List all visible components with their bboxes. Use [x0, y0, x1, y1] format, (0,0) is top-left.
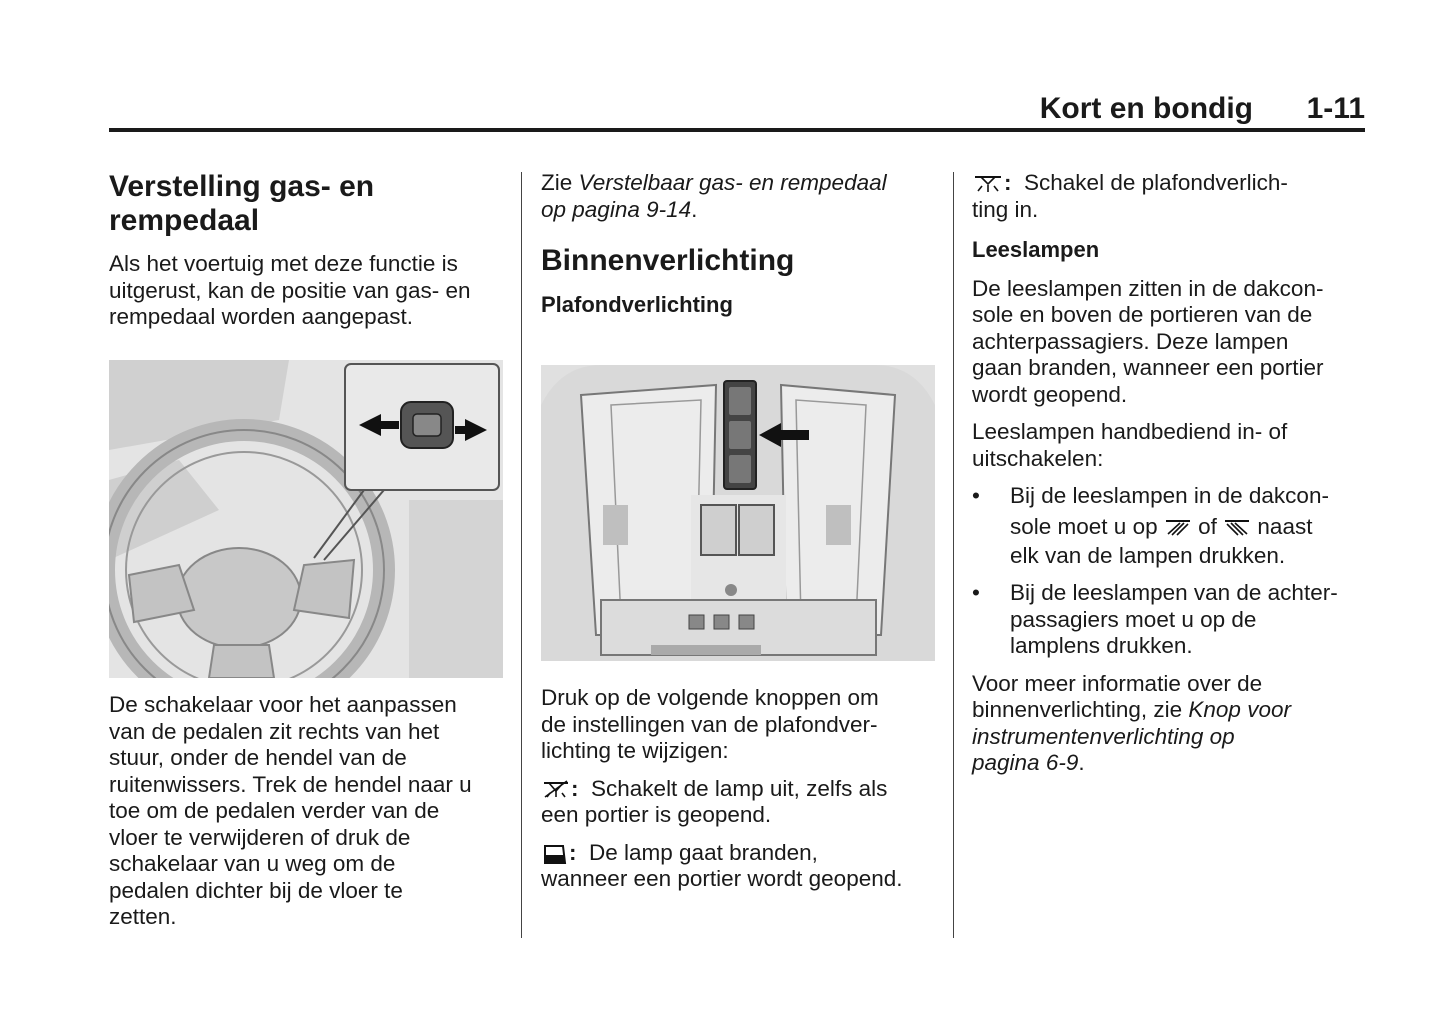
see-reference: Zie Verstelbaar gas- en rempedaal op pagina 9-14. — [541, 170, 887, 222]
more-info-paragraph: Voor meer informatie over de binnenverlichting, zie Knop voor instrumentenverlichting op pagina 6-9. — [972, 670, 1291, 775]
section-title: Kort en bondig — [1039, 92, 1253, 125]
reading-lamp-left-icon — [1164, 518, 1192, 538]
subsection-heading: Leeslampen — [972, 237, 1100, 262]
door-instruction: : De lamp gaat branden, wanneer een portier wordt geopend. — [541, 839, 903, 891]
pedal-paragraph: De schakelaar voor het aanpassen van de pedalen zit rechts van het stuur, onder de hendel van de ruitenwissers. Trek de hendel naar u toe om de pedalen verder van de vloer te verwijderen of druk de schakelaar van u weg om de pedalen dichter bij de vloer te zetten. — [109, 692, 472, 929]
door-icon — [541, 843, 569, 865]
reading-lamp-right-icon — [1223, 518, 1251, 538]
dome-light-off-icon — [541, 779, 571, 801]
column-divider — [953, 172, 954, 938]
manual-switch-paragraph: Leeslampen handbediend in- of uitschakelen: — [972, 419, 1288, 471]
subsection-heading: Plafondverlichting — [541, 292, 733, 317]
intro-paragraph: Als het voertuig met deze functie is uitgerust, kan de positie van gas- en rempedaal worden aangepast. — [109, 251, 471, 329]
section-heading: Verstelling gas- en rempedaal — [109, 170, 375, 237]
section-heading: Binnenverlichting — [541, 244, 795, 277]
list-item: • Bij de leeslampen in de dakcon- sole moet u op of naast elk van de lampen drukken. — [972, 483, 1329, 568]
steering-wheel-illustration — [109, 360, 503, 678]
console-instructions: Druk op de volgende knoppen om de instellingen van de plafondver- lichting te wijzigen: : Schakelt de lamp uit, zelfs als een portier is geopend. : De lamp gaat branden, wanneer een portier wordt geopend. — [541, 685, 941, 893]
list-item: • Bij de leeslampen van de achter- passagiers moet u op de lamplens drukken. — [972, 580, 1338, 658]
dome-light-on-icon — [972, 173, 1004, 195]
column-3 — [972, 170, 1367, 777]
page-number: 1-11 — [1306, 92, 1365, 125]
overhead-console-illustration — [541, 365, 935, 661]
cross-reference-link[interactable]: Knop voor — [1188, 697, 1291, 722]
column-2 — [541, 170, 941, 319]
off-instruction: : Schakelt de lamp uit, zelfs als een portier is geopend. — [541, 775, 888, 827]
column-1 — [109, 170, 509, 331]
reading-lamps-paragraph: De leeslampen zitten in de dakcon- sole en boven de portieren van de achterpassagiers. Deze lampen gaan branden, wanneer een portier wordt geopend. — [972, 275, 1324, 407]
page-header — [109, 88, 1365, 132]
column-divider — [521, 172, 522, 938]
on-instruction: : Schakel de plafondverlich- ting in. — [972, 170, 1288, 222]
cross-reference-link[interactable]: Verstelbaar gas- en rempedaal — [578, 170, 887, 195]
